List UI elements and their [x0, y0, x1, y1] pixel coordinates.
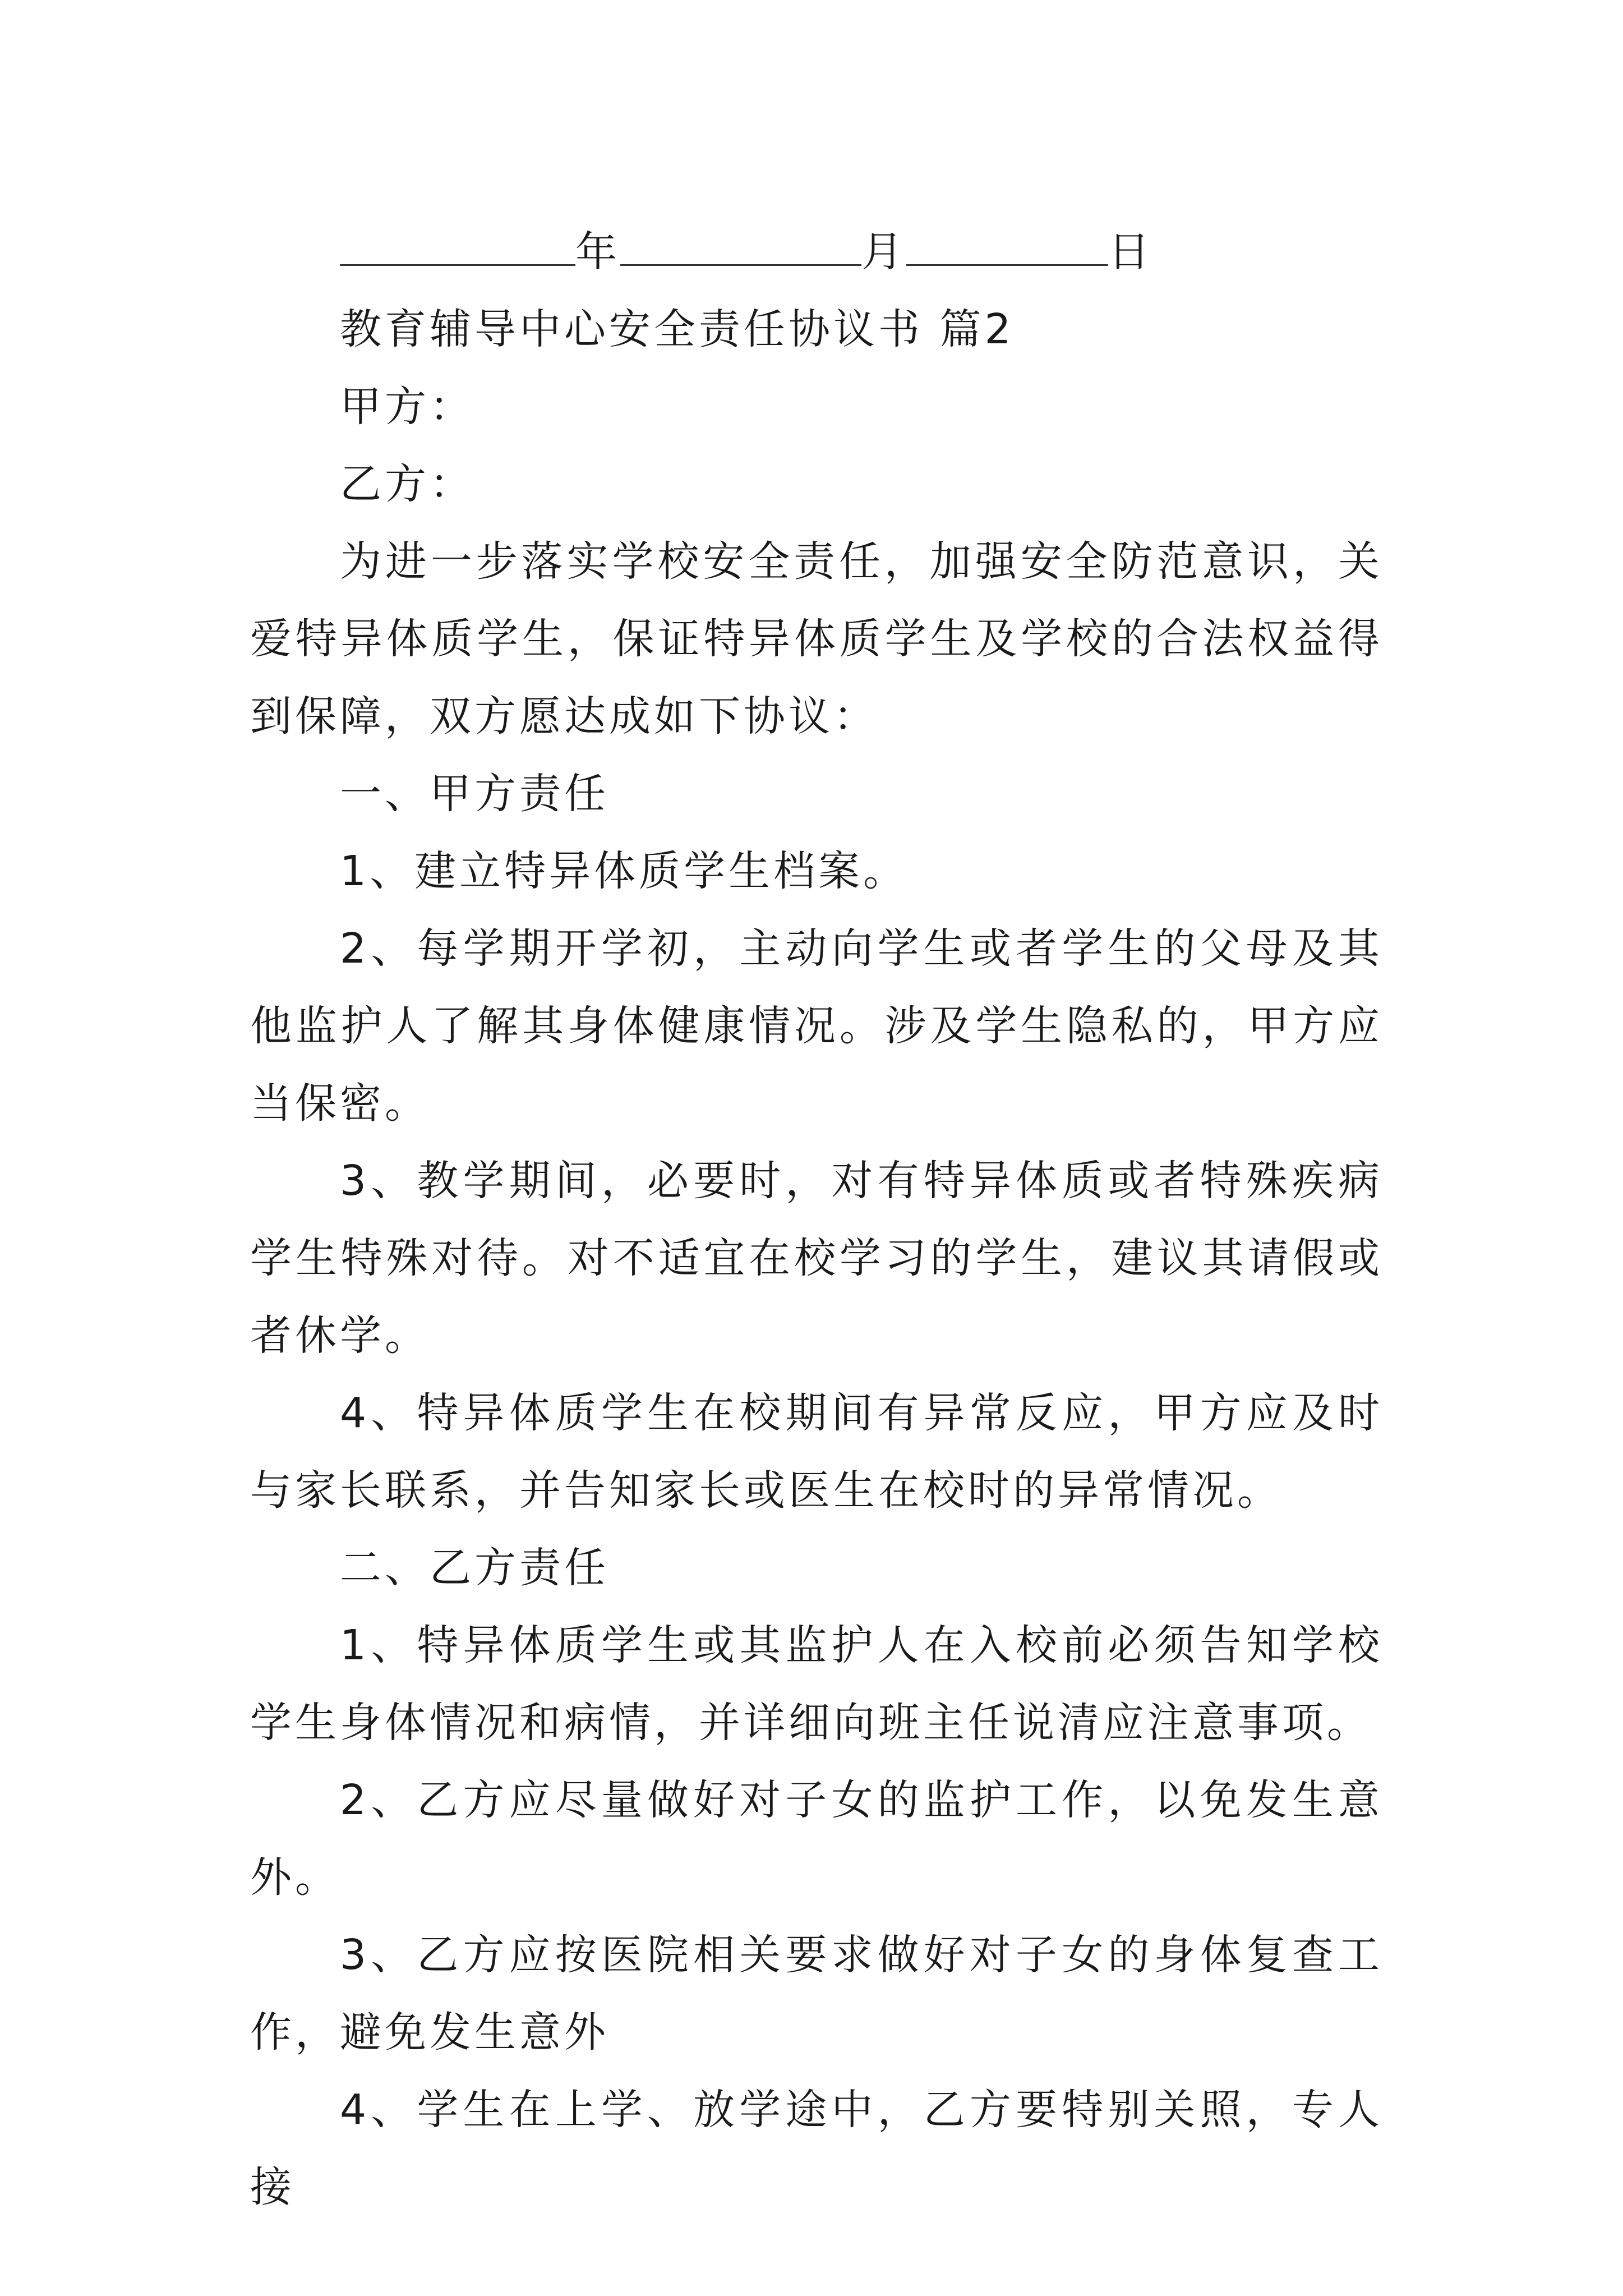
- part-two-item-3: 3、乙方应按医院相关要求做好对子女的身体复查工作，避免发生意外: [250, 1931, 1383, 2056]
- year-label: 年: [575, 228, 620, 276]
- party-a-label: 甲方：: [340, 383, 474, 431]
- part-two-item-4: 4、学生在上学、放学途中，乙方要特别关照，专人接: [250, 2086, 1383, 2211]
- section-title: 教育辅导中心安全责任协议书 篇2: [340, 305, 1015, 353]
- part-two-item-1: 1、特异体质学生或其监护人在入校前必须告知学校学生身体情况和病情，并详细向班主任说清应注意事项。: [250, 1621, 1383, 1747]
- day-label: 日: [1108, 228, 1153, 276]
- month-blank: [620, 231, 861, 266]
- year-blank: [340, 231, 575, 266]
- part-two-heading: 二、乙方责任: [340, 1544, 609, 1592]
- part-one-item-1: 1、建立特异体质学生档案。: [340, 847, 909, 895]
- document-body: [250, 213, 1383, 2226]
- date-line: [340, 213, 1383, 291]
- month-label: 月: [861, 228, 906, 276]
- part-one-item-2: 2、每学期开学初，主动向学生或者学生的父母及其他监护人了解其身体健康情况。涉及学生隐私的，甲方应当保密。: [250, 924, 1383, 1128]
- part-two-item-2: 2、乙方应尽量做好对子女的监护工作，以免发生意外。: [250, 1776, 1383, 1902]
- party-b-label: 乙方：: [340, 460, 474, 508]
- part-one-heading: 一、甲方责任: [340, 770, 609, 818]
- day-blank: [906, 231, 1108, 266]
- intro-paragraph: 为进一步落实学校安全责任，加强安全防范意识，关爱特异体质学生，保证特异体质学生及学校的合法权益得到保障，双方愿达成如下协议：: [250, 537, 1383, 740]
- part-one-item-3: 3、教学期间，必要时，对有特异体质或者特殊疾病学生特殊对待。对不适宜在校学习的学生，建议其请假或者休学。: [250, 1157, 1383, 1360]
- part-one-item-4: 4、特异体质学生在校期间有异常反应，甲方应及时与家长联系，并告知家长或医生在校时的异常情况。: [250, 1389, 1383, 1515]
